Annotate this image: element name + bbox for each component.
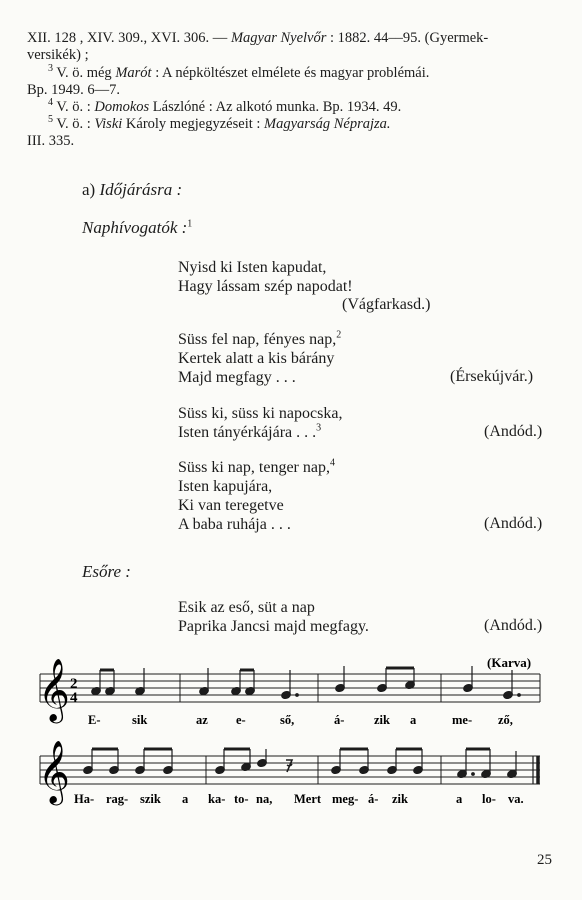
journal-title: Magyar Nyelvőr [230, 30, 327, 46]
place-of-origin: (Andód.) [484, 423, 543, 440]
place-of-origin: (Andód.) [484, 515, 543, 532]
lyric-syllable: ző, [498, 713, 513, 727]
footnote-mark: 2 [336, 329, 342, 341]
lyrics-line-1 [88, 713, 513, 727]
footnote-mark: 3 [48, 63, 53, 75]
footnote-mark: 1 [187, 218, 193, 230]
lyrics-line-2 [74, 792, 524, 806]
section-title: Időjárásra : [99, 180, 183, 199]
treble-clef-icon: 𝄞 [38, 742, 70, 802]
footnote-mark: 4 [48, 97, 53, 109]
subheading [82, 218, 192, 238]
lyric-syllable: Ha- [74, 792, 95, 806]
lyric-syllable: zik [374, 713, 390, 727]
verse-text: Süss ki nap, tenger nap, [178, 459, 330, 476]
place-of-origin: (Andód.) [484, 617, 543, 634]
footnote-text: V. ö. : [53, 116, 95, 132]
footnote-continuation-line-2: versikék) ; [27, 47, 89, 63]
time-signature-top: 2 [70, 676, 78, 692]
footnote-text: : A népköltészet elmélete és magyar problémái. [151, 65, 430, 81]
verse-text: Isten tányérkájára . . . [178, 424, 317, 441]
verse-line [178, 330, 341, 350]
verse-line: Isten kapujára, [178, 478, 273, 495]
footnote-text: Lászlóné : Az alkotó munka. Bp. 1934. 49. [149, 99, 402, 115]
lyric-syllable: rag- [106, 792, 129, 806]
treble-clef-icon: 𝄞 [38, 660, 70, 720]
verse-line: Paprika Jancsi majd megfagy. [178, 618, 369, 635]
footnote-5-line-2: III. 335. [27, 133, 75, 149]
lyric-syllable: a [410, 713, 417, 727]
lyric-syllable: meg- [332, 792, 359, 806]
verse-line: Ki van teregetve [178, 497, 284, 514]
lyric-syllable: á- [368, 792, 379, 806]
subheading-text: Naphívogatók : [82, 218, 188, 237]
lyric-syllable: na, [256, 792, 273, 806]
footnote-mark: 5 [48, 114, 53, 126]
lyric-syllable: lo- [482, 792, 496, 806]
lyric-syllable: zik [392, 792, 408, 806]
verse-line [178, 458, 335, 478]
performer-label: (Karva) [487, 655, 532, 670]
verse-line [178, 423, 321, 443]
author-name: Marót [115, 65, 152, 81]
staff-2-notes [83, 749, 518, 779]
lyric-syllable: me- [452, 713, 473, 727]
footnote-text: V. ö. : [53, 99, 95, 115]
time-signature-bottom: 4 [70, 690, 78, 706]
footnote-mark: 4 [329, 457, 335, 469]
score-svg [0, 650, 582, 820]
verse-line: Esik az eső, süt a nap [178, 599, 315, 616]
lyric-syllable: va. [508, 792, 524, 806]
lyric-syllable: ka- [208, 792, 226, 806]
lyric-syllable: ső, [280, 713, 295, 727]
verse-line: A baba ruhája . . . [178, 516, 291, 533]
lyric-syllable: a [182, 792, 189, 806]
verse-line: Kertek alatt a kis bárány [178, 350, 335, 367]
section-heading-esore: Esőre : [82, 562, 131, 581]
verse-text: Süss fel nap, fényes nap, [178, 331, 337, 348]
music-score [0, 650, 582, 820]
section-label: a) [82, 180, 100, 199]
lyric-syllable: sik [132, 713, 148, 727]
author-name: Viski [94, 116, 123, 132]
lyric-syllable: e- [236, 713, 246, 727]
lyric-syllable: E- [88, 713, 101, 727]
place-of-origin: (Érsekújvár.) [450, 368, 534, 385]
footnote-text: XII. 128 , XIV. 309., XVI. 306. — [27, 30, 231, 46]
footnote-continuation-line [27, 30, 488, 47]
lyric-syllable: to- [234, 792, 249, 806]
footnote-3 [48, 65, 429, 82]
page-number: 25 [537, 852, 552, 868]
footnote-text: : 1882. 44––95. (Gyermek- [326, 30, 489, 46]
lyric-syllable: á- [334, 713, 345, 727]
footnote-text: V. ö. még [53, 65, 116, 81]
footnote-4 [48, 99, 401, 116]
footnote-5 [48, 116, 391, 133]
lyric-syllable: a [456, 792, 463, 806]
author-name: Domokos [94, 99, 150, 115]
section-heading [82, 180, 182, 200]
footnote-mark: 3 [316, 422, 322, 434]
footnote-3-line-2: Bp. 1949. 6—7. [27, 82, 121, 98]
verse-line: Hagy lássam szép napodat! [178, 278, 353, 295]
lyric-syllable: az [196, 713, 208, 727]
place-of-origin: (Vágfarkasd.) [342, 296, 431, 313]
book-title: Magyarság Néprajza. [264, 116, 391, 132]
verse-line: Süss ki, süss ki napocska, [178, 405, 343, 422]
lyric-syllable: szik [140, 792, 161, 806]
verse-line: Nyisd ki Isten kapudat, [178, 259, 327, 276]
lyric-syllable: Mert [294, 792, 322, 806]
footnote-text: Károly megjegyzéseit : [122, 116, 265, 132]
verse-line: Majd megfagy . . . [178, 369, 296, 386]
